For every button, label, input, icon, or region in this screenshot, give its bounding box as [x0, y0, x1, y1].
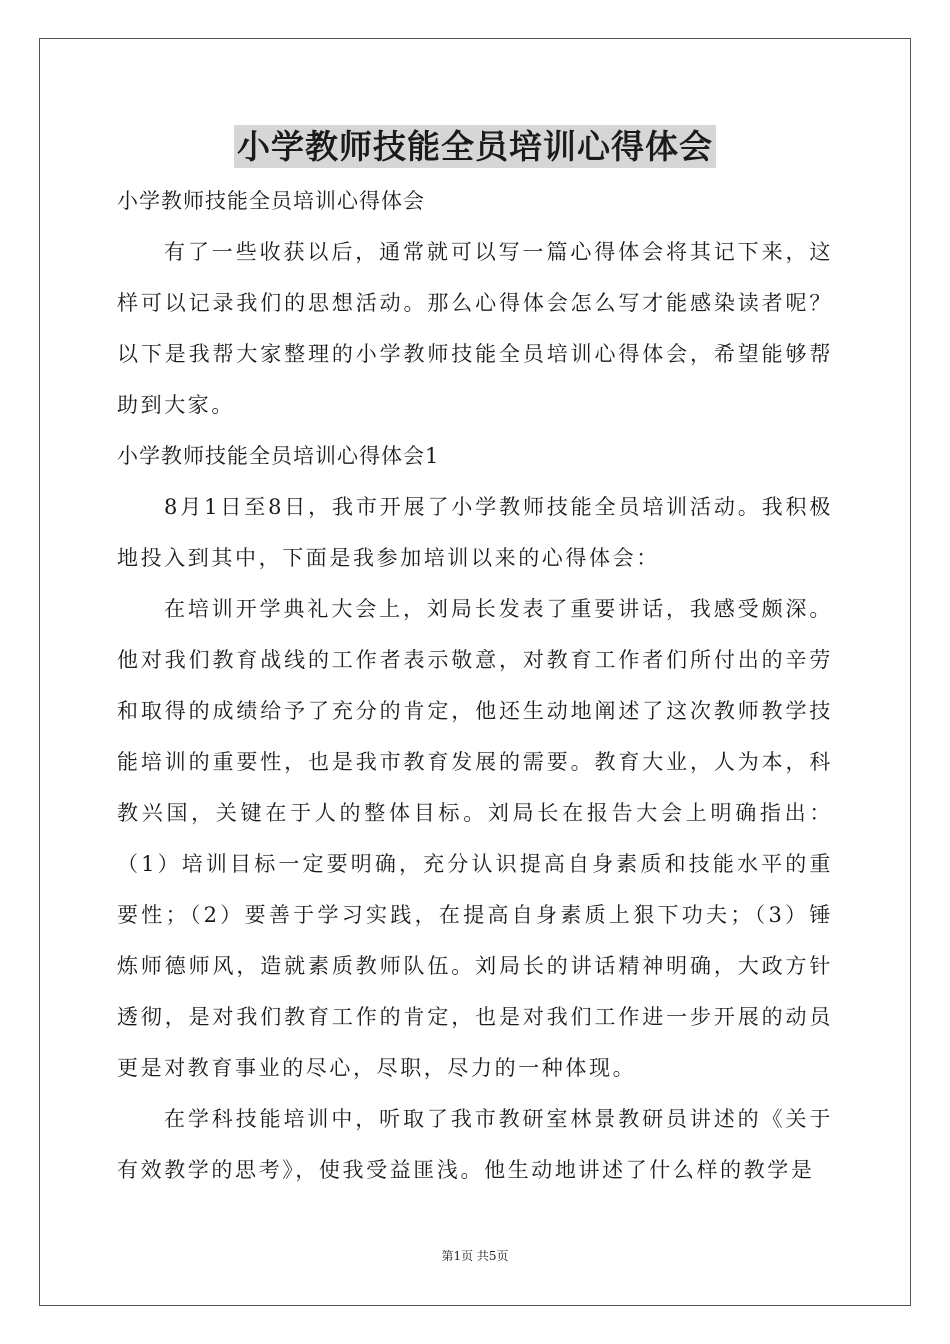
subtitle-paragraph: 小学教师技能全员培训心得体会 [117, 189, 425, 213]
body-paragraph: 在学科技能培训中，听取了我市教研室林景教研员讲述的《关于有效教学的思考》，使我受益匪浅。他生动地讲述了什么样的教学是 [117, 1107, 833, 1182]
intro-paragraph: 有了一些收获以后，通常就可以写一篇心得体会将其记下来，这样可以记录我们的思想活动。那么心得体会怎么写才能感染读者呢？以下是我帮大家整理的小学教师技能全员培训心得体会，希望能够帮助到大家。 [117, 240, 833, 417]
body-paragraph: 在培训开学典礼大会上，刘局长发表了重要讲话，我感受颇深。他对我们教育战线的工作者表示敬意，对教育工作者们所付出的辛劳和取得的成绩给予了充分的肯定，他还生动地阐述了这次教师教学技能培训的重要性，也是我市教育发展的需要。教育大业，人为本，科教兴国，关键在于人的整体目标。刘局长在报告大会上明确指出：（1）培训目标一定要明确，充分认识提高自身素质和技能水平的重要性；（2）要善于学习实践，在提高自身素质上狠下功夫；（3）锤炼师德师风，造就素质教师队伍。刘局长的讲话精神明确，大政方针透彻，是对我们教育工作的肯定，也是对我们工作进一步开展的动员更是对教育事业的尽心，尽职，尽力的一种体现。 [117, 597, 833, 1080]
section-heading: 小学教师技能全员培训心得体会1 [117, 444, 440, 468]
document-title-text: 小学教师技能全员培训心得体会 [234, 125, 716, 168]
body-paragraph: 8月1日至8日，我市开展了小学教师技能全员培训活动。我积极地投入到其中，下面是我参加培训以来的心得体会： [117, 495, 833, 570]
document-title [0, 124, 950, 170]
document-body [117, 176, 833, 1196]
page-footer: 第1页 共5页 [441, 1249, 509, 1263]
